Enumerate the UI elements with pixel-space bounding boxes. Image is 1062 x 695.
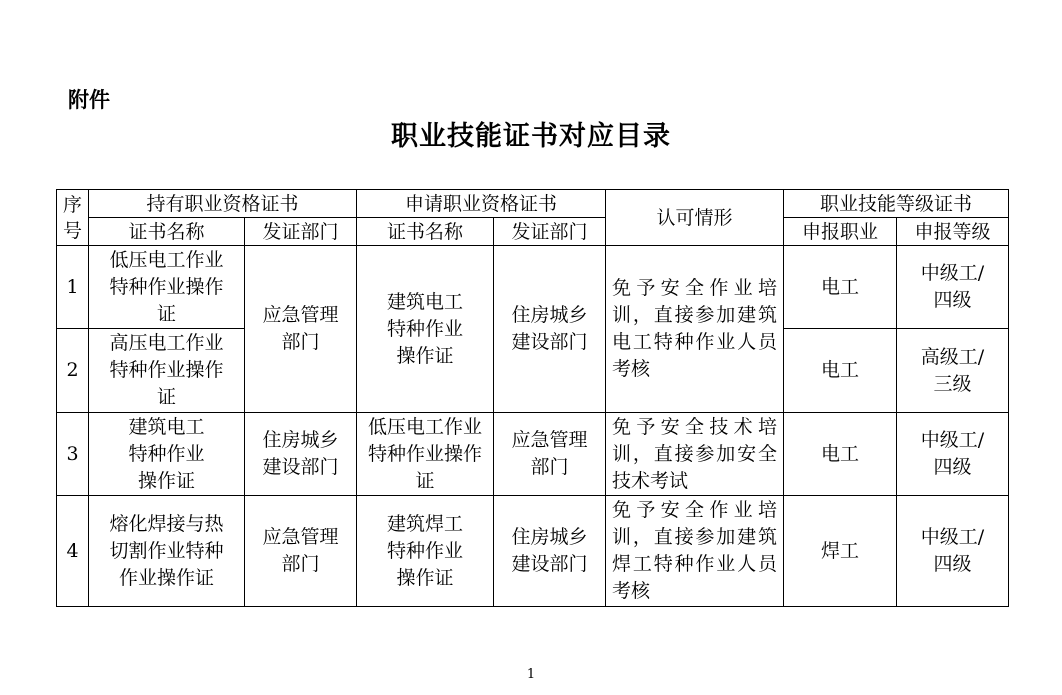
held-cert-name: 建筑电工特种作业操作证 [89, 413, 245, 496]
row-seq: 4 [57, 496, 89, 607]
row-seq: 1 [57, 246, 89, 329]
occupation: 电工 [784, 246, 897, 329]
held-cert-dept: 应急管理部门 [245, 246, 357, 413]
header-skill-group: 职业技能等级证书 [784, 190, 1009, 218]
table-row [57, 246, 1009, 329]
held-cert-dept: 应急管理部门 [245, 496, 357, 607]
apply-cert-dept: 住房城乡建设部门 [494, 496, 606, 607]
recognition-text: 免予安全作业培训，直接参加建筑电工特种作业人员考核 [606, 246, 784, 413]
header-held-dept: 发证部门 [245, 218, 357, 246]
apply-cert-dept: 应急管理部门 [494, 413, 606, 496]
table-row [57, 413, 1009, 496]
certificate-table [56, 189, 1009, 607]
header-apply-name: 证书名称 [357, 218, 494, 246]
recognition-text: 免予安全技术培训，直接参加安全技术考试 [606, 413, 784, 496]
header-row-2 [57, 218, 1009, 246]
page-title: 职业技能证书对应目录 [391, 121, 671, 152]
row-seq: 2 [57, 329, 89, 413]
page-number: 1 [526, 667, 536, 682]
apply-cert-name: 建筑焊工特种作业操作证 [357, 496, 494, 607]
recognition-text: 免予安全作业培训，直接参加建筑焊工特种作业人员考核 [606, 496, 784, 607]
level: 高级工/三级 [897, 329, 1009, 413]
held-cert-name: 低压电工作业特种作业操作证 [89, 246, 245, 329]
held-cert-name: 熔化焊接与热切割作业特种作业操作证 [89, 496, 245, 607]
header-apply-dept: 发证部门 [494, 218, 606, 246]
table-row [57, 496, 1009, 607]
header-row-1 [57, 190, 1009, 218]
apply-cert-name: 低压电工作业特种作业操作证 [357, 413, 494, 496]
apply-cert-dept: 住房城乡建设部门 [494, 246, 606, 413]
header-apply-group: 申请职业资格证书 [357, 190, 606, 218]
occupation: 电工 [784, 413, 897, 496]
level: 中级工/四级 [897, 496, 1009, 607]
held-cert-name: 高压电工作业特种作业操作证 [89, 329, 245, 413]
header-held-group: 持有职业资格证书 [89, 190, 357, 218]
attachment-label: 附件 [68, 88, 110, 112]
header-occupation: 申报职业 [784, 218, 897, 246]
occupation: 电工 [784, 329, 897, 413]
header-seq: 序号 [57, 190, 89, 246]
held-cert-dept: 住房城乡建设部门 [245, 413, 357, 496]
occupation: 焊工 [784, 496, 897, 607]
header-held-name: 证书名称 [89, 218, 245, 246]
row-seq: 3 [57, 413, 89, 496]
level: 中级工/四级 [897, 413, 1009, 496]
header-recognition: 认可情形 [606, 190, 784, 246]
level: 中级工/四级 [897, 246, 1009, 329]
apply-cert-name: 建筑电工特种作业操作证 [357, 246, 494, 413]
header-level: 申报等级 [897, 218, 1009, 246]
